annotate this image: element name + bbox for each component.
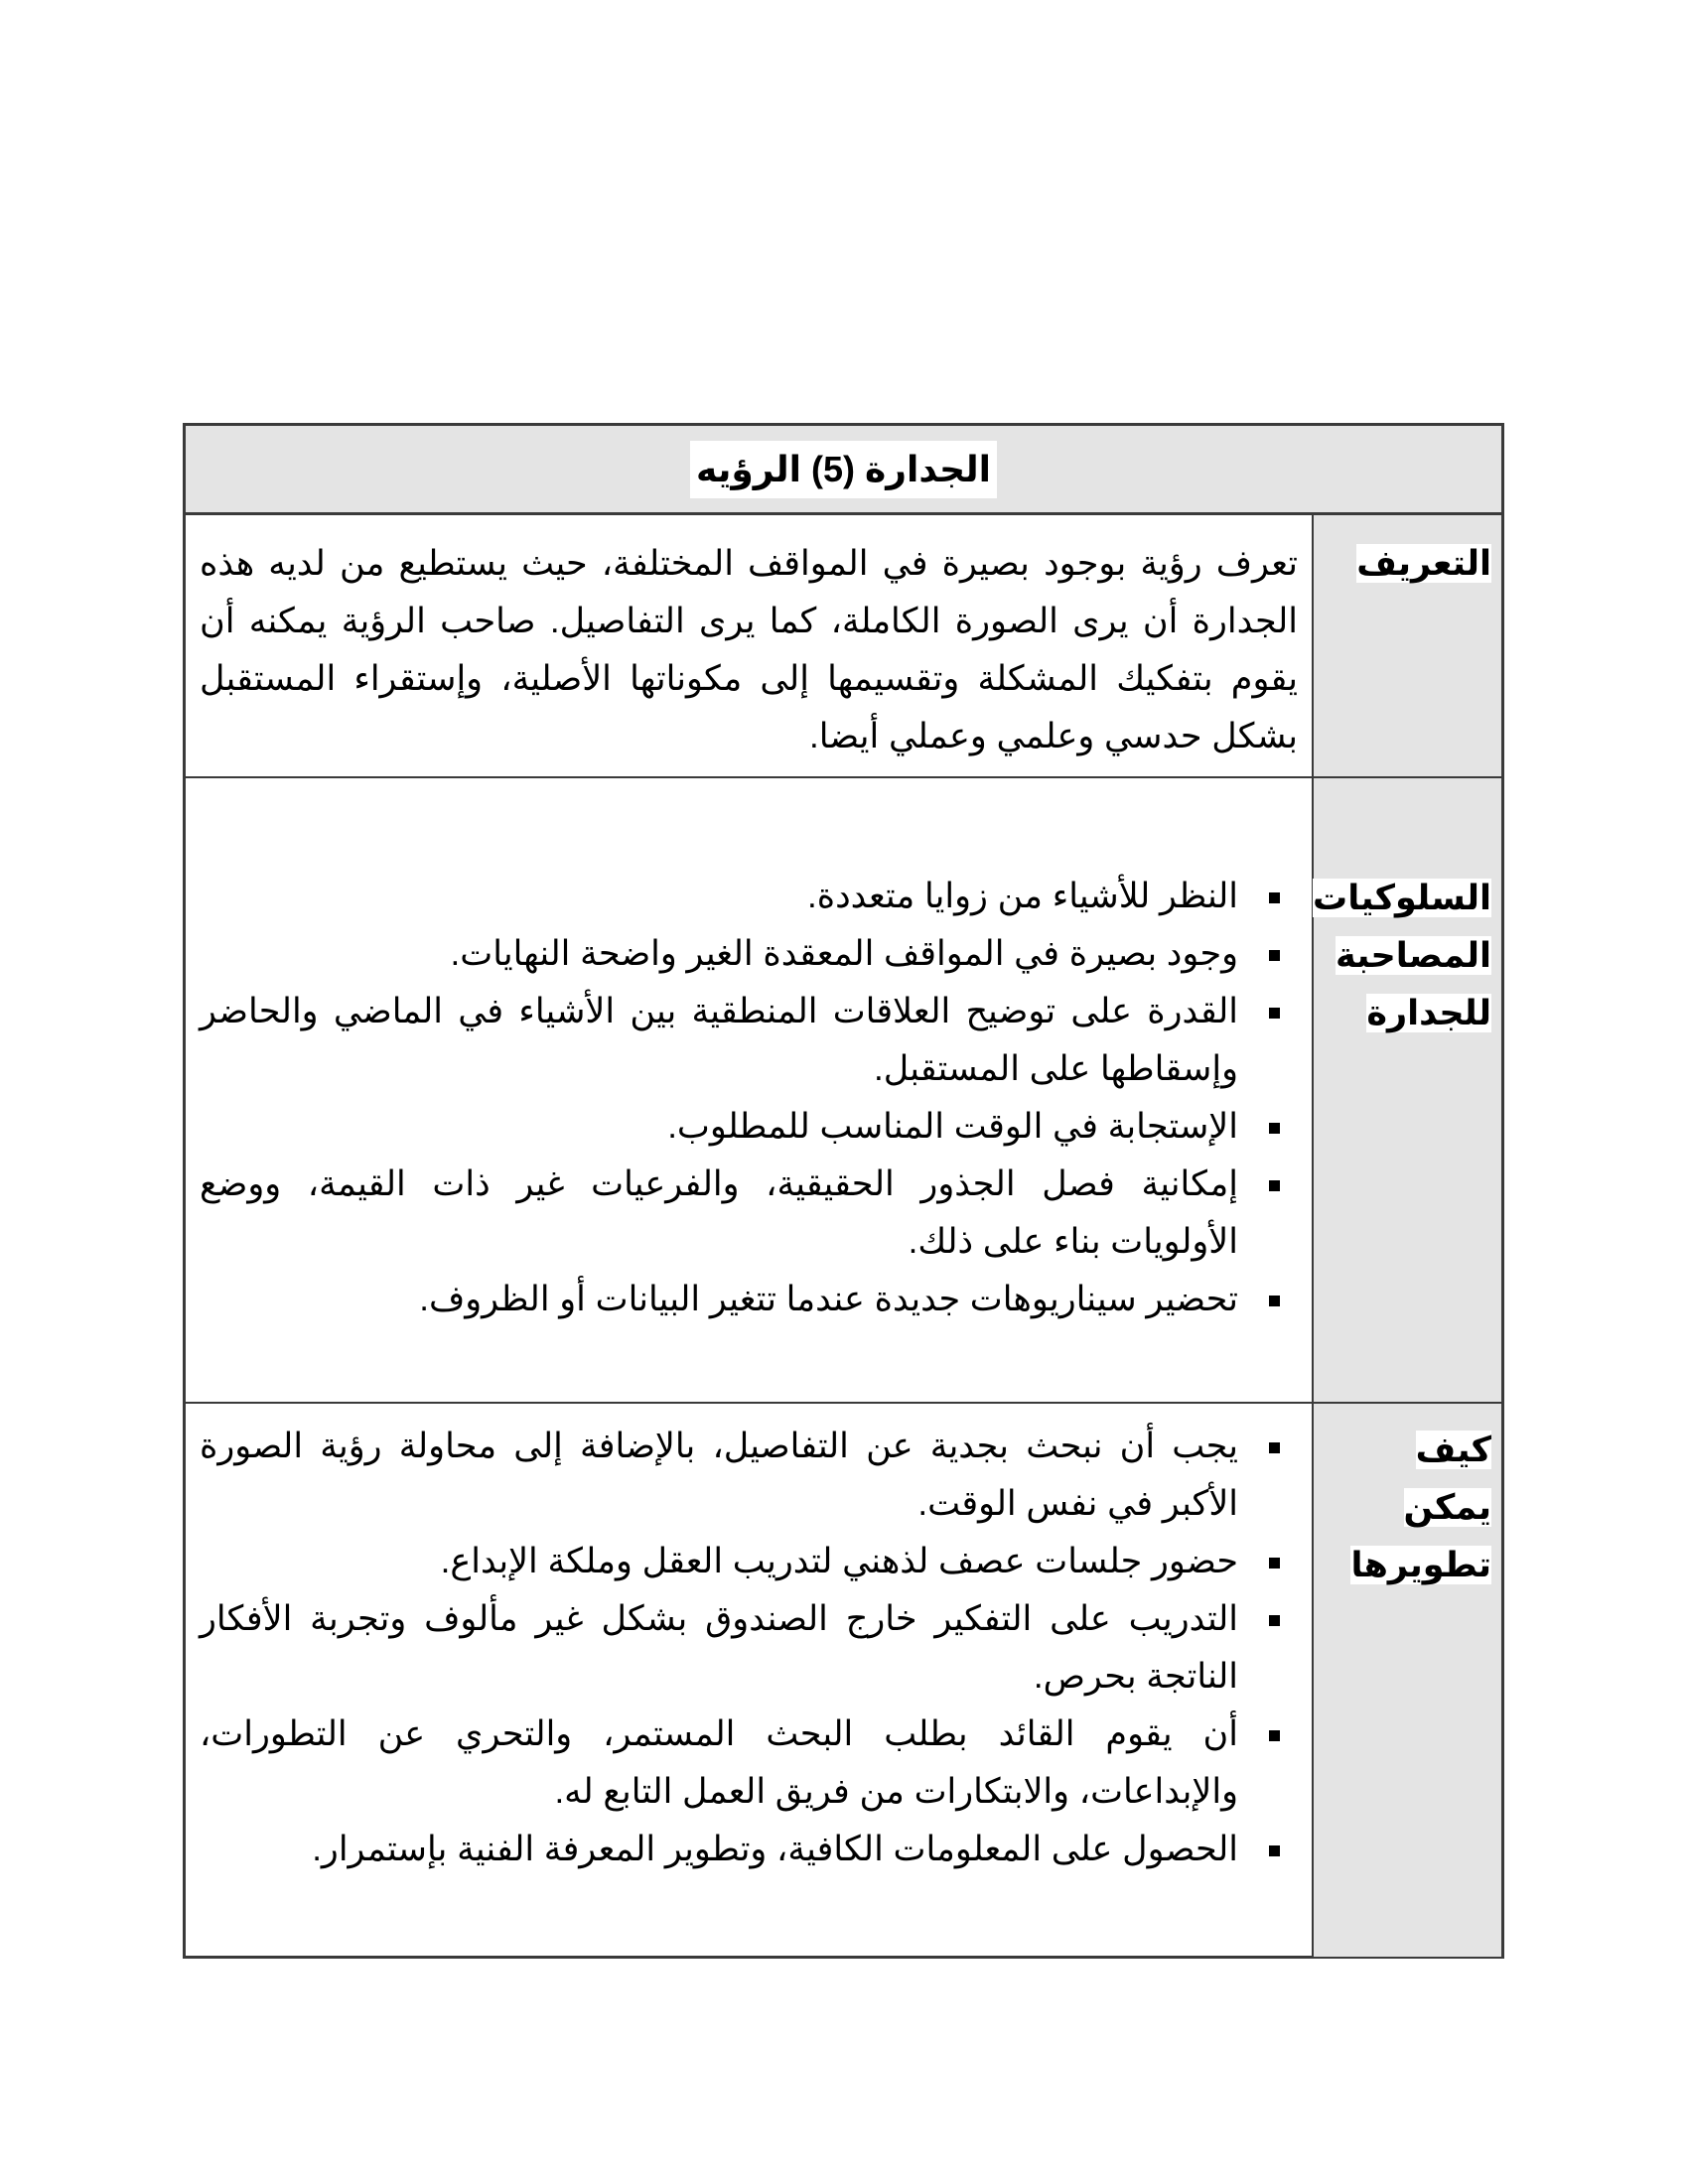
list-item: أن يقوم القائد بطلب البحث المستمر، والتحري عن التطورات، والإبداعات، والابتكارات من فريق العمل التابع له. [200,1706,1298,1821]
definition-row [186,515,1501,778]
behaviors-label: السلوكيات المصاحبة للجدارة [1313,879,1491,1032]
behaviors-label-cell [1312,778,1501,1402]
list-item: حضور جلسات عصف لذهني لتدريب العقل وملكة الإبداع. [200,1533,1298,1590]
list-item: يجب أن نبحث بجدية عن التفاصيل، بالإضافة إلى محاولة رؤية الصورة الأكبر في نفس الوقت. [200,1418,1298,1533]
development-row [186,1404,1501,1957]
list-item: الحصول على المعلومات الكافية، وتطوير المعرفة الفنية بإستمرار. [200,1821,1298,1878]
behaviors-content [186,778,1312,1402]
list-item: وجود بصيرة في المواقف المعقدة الغير واضحة النهايات. [200,925,1298,983]
development-content [186,1404,1312,1957]
definition-text: تعرف رؤية بوجود بصيرة في المواقف المختلفة، حيث يستطيع من لديه هذه الجدارة أن يرى الصورة الكاملة، كما يرى التفاصيل. صاحب الرؤية يمكنه أن يقوم بتفكيك المشكلة وتقسيمها إلى مكوناتها الأصلية، وإستقراء المستقبل بشكل حدسي وعلمي وعملي أيضا. [200,544,1298,755]
list-item: الإستجابة في الوقت المناسب للمطلوب. [200,1098,1298,1156]
development-label-line: تطويرها [1350,1546,1491,1584]
table-title: الجدارة (5) الرؤيه [690,441,997,498]
table-header [186,426,1501,515]
behaviors-list [200,868,1298,1328]
list-item: التدريب على التفكير خارج الصندوق بشكل غير مألوف وتجربة الأفكار الناتجة بحرص. [200,1590,1298,1706]
definition-label: التعريف [1356,544,1491,583]
list-item: إمكانية فصل الجذور الحقيقية، والفرعيات غير ذات القيمة، ووضع الأولويات بناء على ذلك. [200,1156,1298,1271]
behaviors-row [186,778,1501,1404]
definition-label-cell [1312,515,1501,776]
development-label-line: كيف [1415,1431,1491,1469]
development-list [200,1418,1298,1878]
development-label-line: يمكن [1403,1488,1491,1527]
list-item: النظر للأشياء من زوايا متعددة. [200,868,1298,925]
list-item: القدرة على توضيح العلاقات المنطقية بين الأشياء في الماضي والحاضر وإسقاطها على المستقبل. [200,983,1298,1098]
list-item: تحضير سيناريوهات جديدة عندما تتغير البيانات أو الظروف. [200,1271,1298,1328]
development-label-cell [1312,1404,1501,1957]
competency-table [183,423,1504,1959]
